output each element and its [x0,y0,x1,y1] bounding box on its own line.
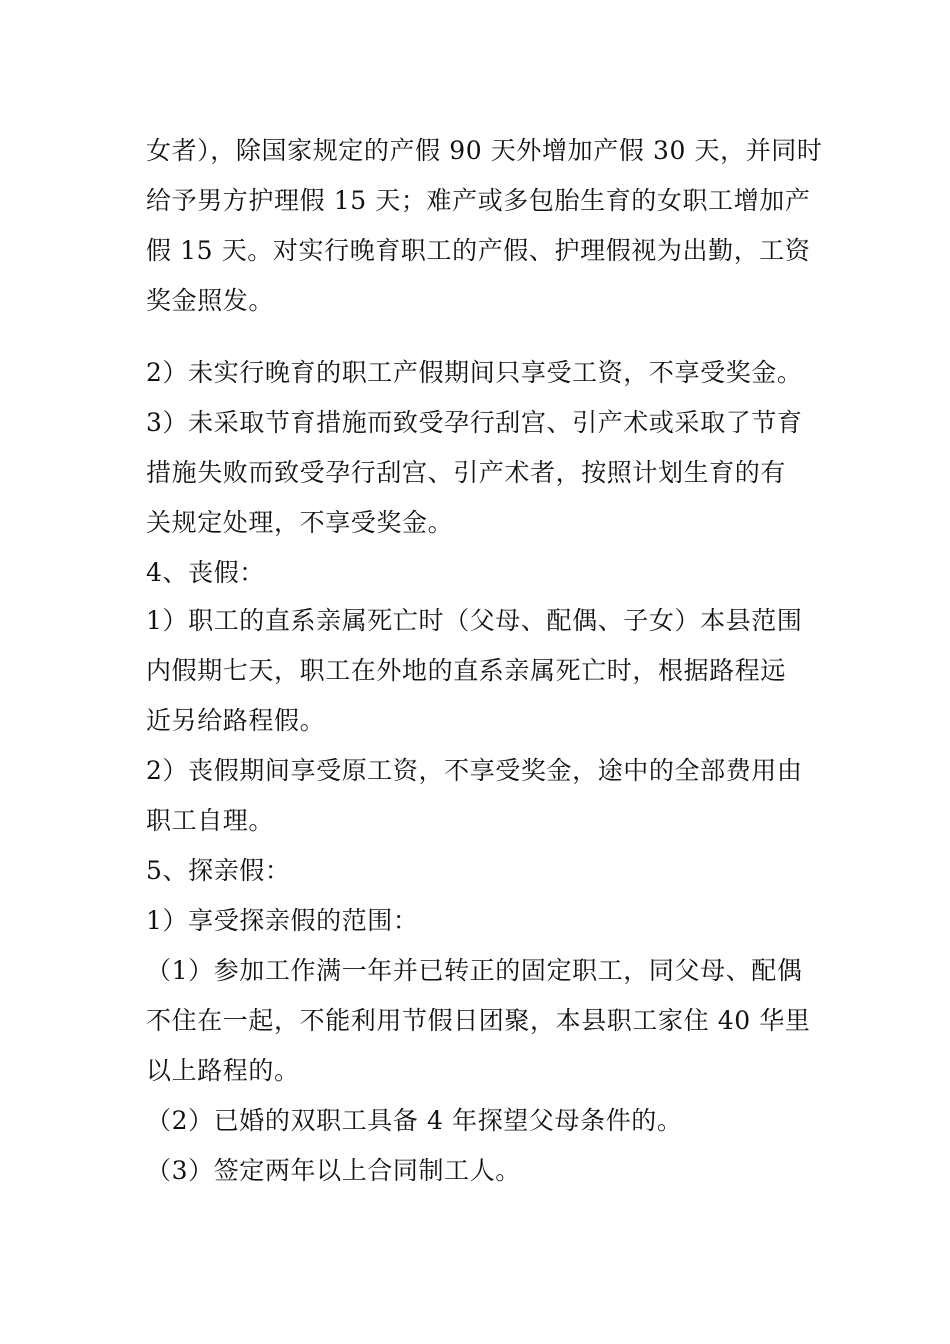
text-line: 假 15 天。对实行晚育职工的产假、护理假视为出勤，工资 [146,236,811,265]
text-line: 以上路程的。 [146,1056,300,1085]
section-heading: 5、探亲假： [146,856,291,885]
text-line: 女者），除国家规定的产假 90 天外增加产假 30 天，并同时 [146,136,823,165]
text-line: （3）签定两年以上合同制工人。 [146,1156,521,1185]
text-line: 3）未采取节育措施而致受孕行刮宫、引产术或采取了节育 [146,408,803,437]
text-line: 近另给路程假。 [146,706,326,735]
text-line: 2）丧假期间享受原工资，不享受奖金，途中的全部费用由 [146,756,803,785]
text-line: 2）未实行晚育的职工产假期间只享受工资，不享受奖金。 [146,358,803,387]
text-line: 给予男方护理假 15 天；难产或多包胎生育的女职工增加产 [146,186,811,215]
text-line: 职工自理。 [146,806,275,835]
text-line: 措施失败而致受孕行刮宫、引产术者，按照计划生育的有 [146,458,787,487]
text-line: 奖金照发。 [146,286,275,315]
text-line: （1）参加工作满一年并已转正的固定职工，同父母、配偶 [146,956,803,985]
text-line: （2）已婚的双职工具备 4 年探望父母条件的。 [146,1106,683,1135]
text-line: 1）享受探亲假的范围： [146,906,419,935]
text-line: 不住在一起，不能利用节假日团聚，本县职工家住 40 华里 [146,1006,811,1035]
text-line: 1）职工的直系亲属死亡时（父母、配偶、子女）本县范围 [146,606,803,635]
section-heading: 4、丧假： [146,558,265,587]
text-line: 内假期七天，职工在外地的直系亲属死亡时，根据路程远 [146,656,787,685]
text-line: 关规定处理，不享受奖金。 [146,508,454,537]
